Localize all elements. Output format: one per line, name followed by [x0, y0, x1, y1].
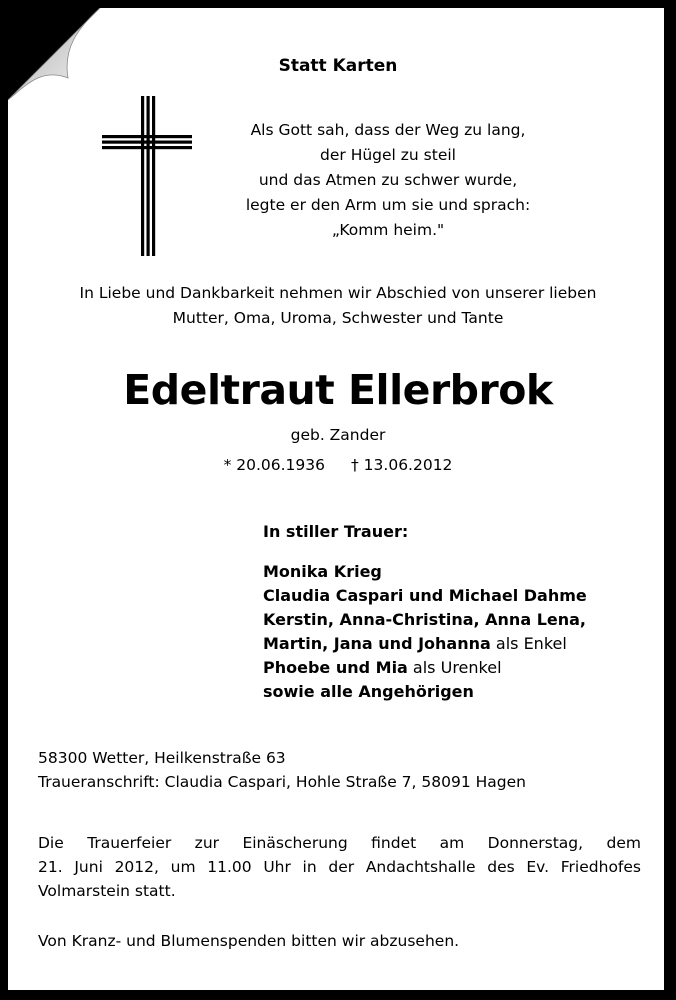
life-dates — [8, 456, 668, 474]
mourner-line — [263, 680, 587, 704]
address-block — [38, 746, 526, 794]
ceremony-line: 21. Juni 2012, um 11.00 Uhr in der Andachtshalle des Ev. Friedhofes — [38, 858, 641, 876]
mourner-line — [263, 632, 587, 656]
poem-line: Als Gott sah, dass der Weg zu lang, — [250, 121, 526, 139]
intro-text — [28, 281, 648, 331]
mourner-names: Kerstin, Anna-Christina, Anna Lena, — [263, 610, 586, 629]
intro-line: In Liebe und Dankbarkeit nehmen wir Abschied von unserer lieben — [79, 284, 597, 302]
mourner-names: Phoebe und Mia — [263, 658, 408, 677]
mourner-line — [263, 584, 587, 608]
birth-date: * 20.06.1936 — [223, 456, 325, 474]
ceremony-line: Die Trauerfeier zur Einäscherung findet am Donnerstag, dem — [38, 834, 641, 852]
mourning-address: Traueranschrift: Claudia Caspari, Hohle Straße 7, 58091 Hagen — [38, 773, 526, 791]
mourner-relation: als Enkel — [490, 634, 567, 653]
donation-note: Von Kranz- und Blumenspenden bitten wir abzusehen. — [38, 932, 460, 950]
mourner-line — [263, 656, 587, 680]
poem — [208, 118, 568, 243]
mourner-names: Claudia Caspari und Michael Dahme — [263, 586, 587, 605]
intro-line: Mutter, Oma, Uroma, Schwester und Tante — [172, 309, 504, 327]
poem-line: legte er den Arm um sie und sprach: — [245, 196, 531, 214]
mourner-names: Monika Krieg — [263, 562, 382, 581]
ceremony-line: Volmarstein statt. — [38, 882, 176, 900]
ceremony-notice — [38, 831, 641, 903]
mourner-names: sowie alle Angehörigen — [263, 682, 474, 701]
header-title: Statt Karten — [278, 56, 398, 76]
mourner-names: Martin, Jana und Johanna — [263, 634, 491, 653]
home-address: 58300 Wetter, Heilkenstraße 63 — [38, 749, 286, 767]
mourners-list — [263, 560, 587, 704]
triple-line-cross-icon — [102, 96, 192, 256]
poem-line: und das Atmen zu schwer wurde, — [258, 171, 518, 189]
poem-line: „Komm heim." — [331, 221, 445, 239]
mourner-relation: als Urenkel — [407, 658, 502, 677]
obituary-sheet — [8, 8, 664, 990]
death-date: † 13.06.2012 — [351, 456, 453, 474]
deceased-name: Edeltraut Ellerbrok — [123, 366, 553, 414]
maiden-name: geb. Zander — [290, 426, 386, 444]
poem-line: der Hügel zu steil — [320, 146, 456, 164]
mourners-heading: In stiller Trauer: — [263, 522, 409, 541]
mourner-line — [263, 608, 587, 632]
mourner-line — [263, 560, 587, 584]
